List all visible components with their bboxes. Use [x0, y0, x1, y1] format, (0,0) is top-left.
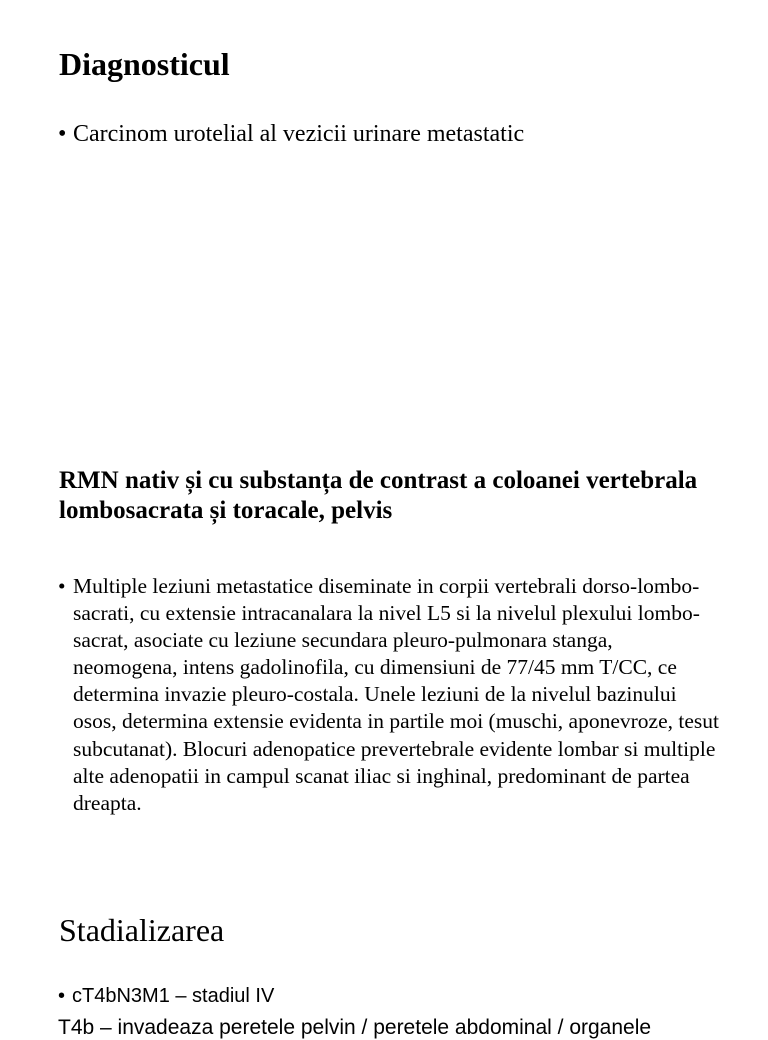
staging-list-item	[58, 984, 274, 1008]
staging-text: cT4bN3M1 – stadiul IV	[72, 985, 275, 1007]
mri-heading: RMN nativ și cu substanța de contrast a coloanei vertebrala lombosacrata și toracale, pelvis	[59, 467, 698, 524]
diagnosis-heading: Diagnosticul	[59, 46, 230, 82]
bullet-icon: •	[58, 121, 67, 147]
mri-list-item	[58, 573, 720, 817]
bullet-icon: •	[58, 574, 66, 598]
diagnosis-text: Carcinom urotelial al vezicii urinare metastatic	[73, 121, 525, 147]
mri-findings-text: Multiple leziuni metastatice diseminate in corpii vertebrali dorso-lombo-sacrati, cu extensie intracanalara la nivel L5 si la nivelul plexului lombo-sacrat, asociate cu leziune secundara pleuro-pulmonara stanga, neomogena, intens gadolinofila, cu dimensiuni de 77/45 mm T/CC, ce determina invazie pleuro-costala. Unele leziuni de la nivelul bazinului osos, determina extensie evidenta in partile moi (muschi, aponevroze, tesut subcutanat). Blocuri adenopatice prevertebrale evidente lombar si multiple alte adenopatii in campul scanat iliac si inghinal, predominant de partea dreapta.	[73, 574, 719, 815]
bullet-icon: •	[58, 985, 66, 1007]
staging-heading: Stadializarea	[59, 912, 225, 948]
diagnosis-list-item	[58, 119, 524, 149]
staging-detail-line: T4b – invadeaza peretele pelvin / peretele abdominal / organele	[58, 1016, 652, 1039]
